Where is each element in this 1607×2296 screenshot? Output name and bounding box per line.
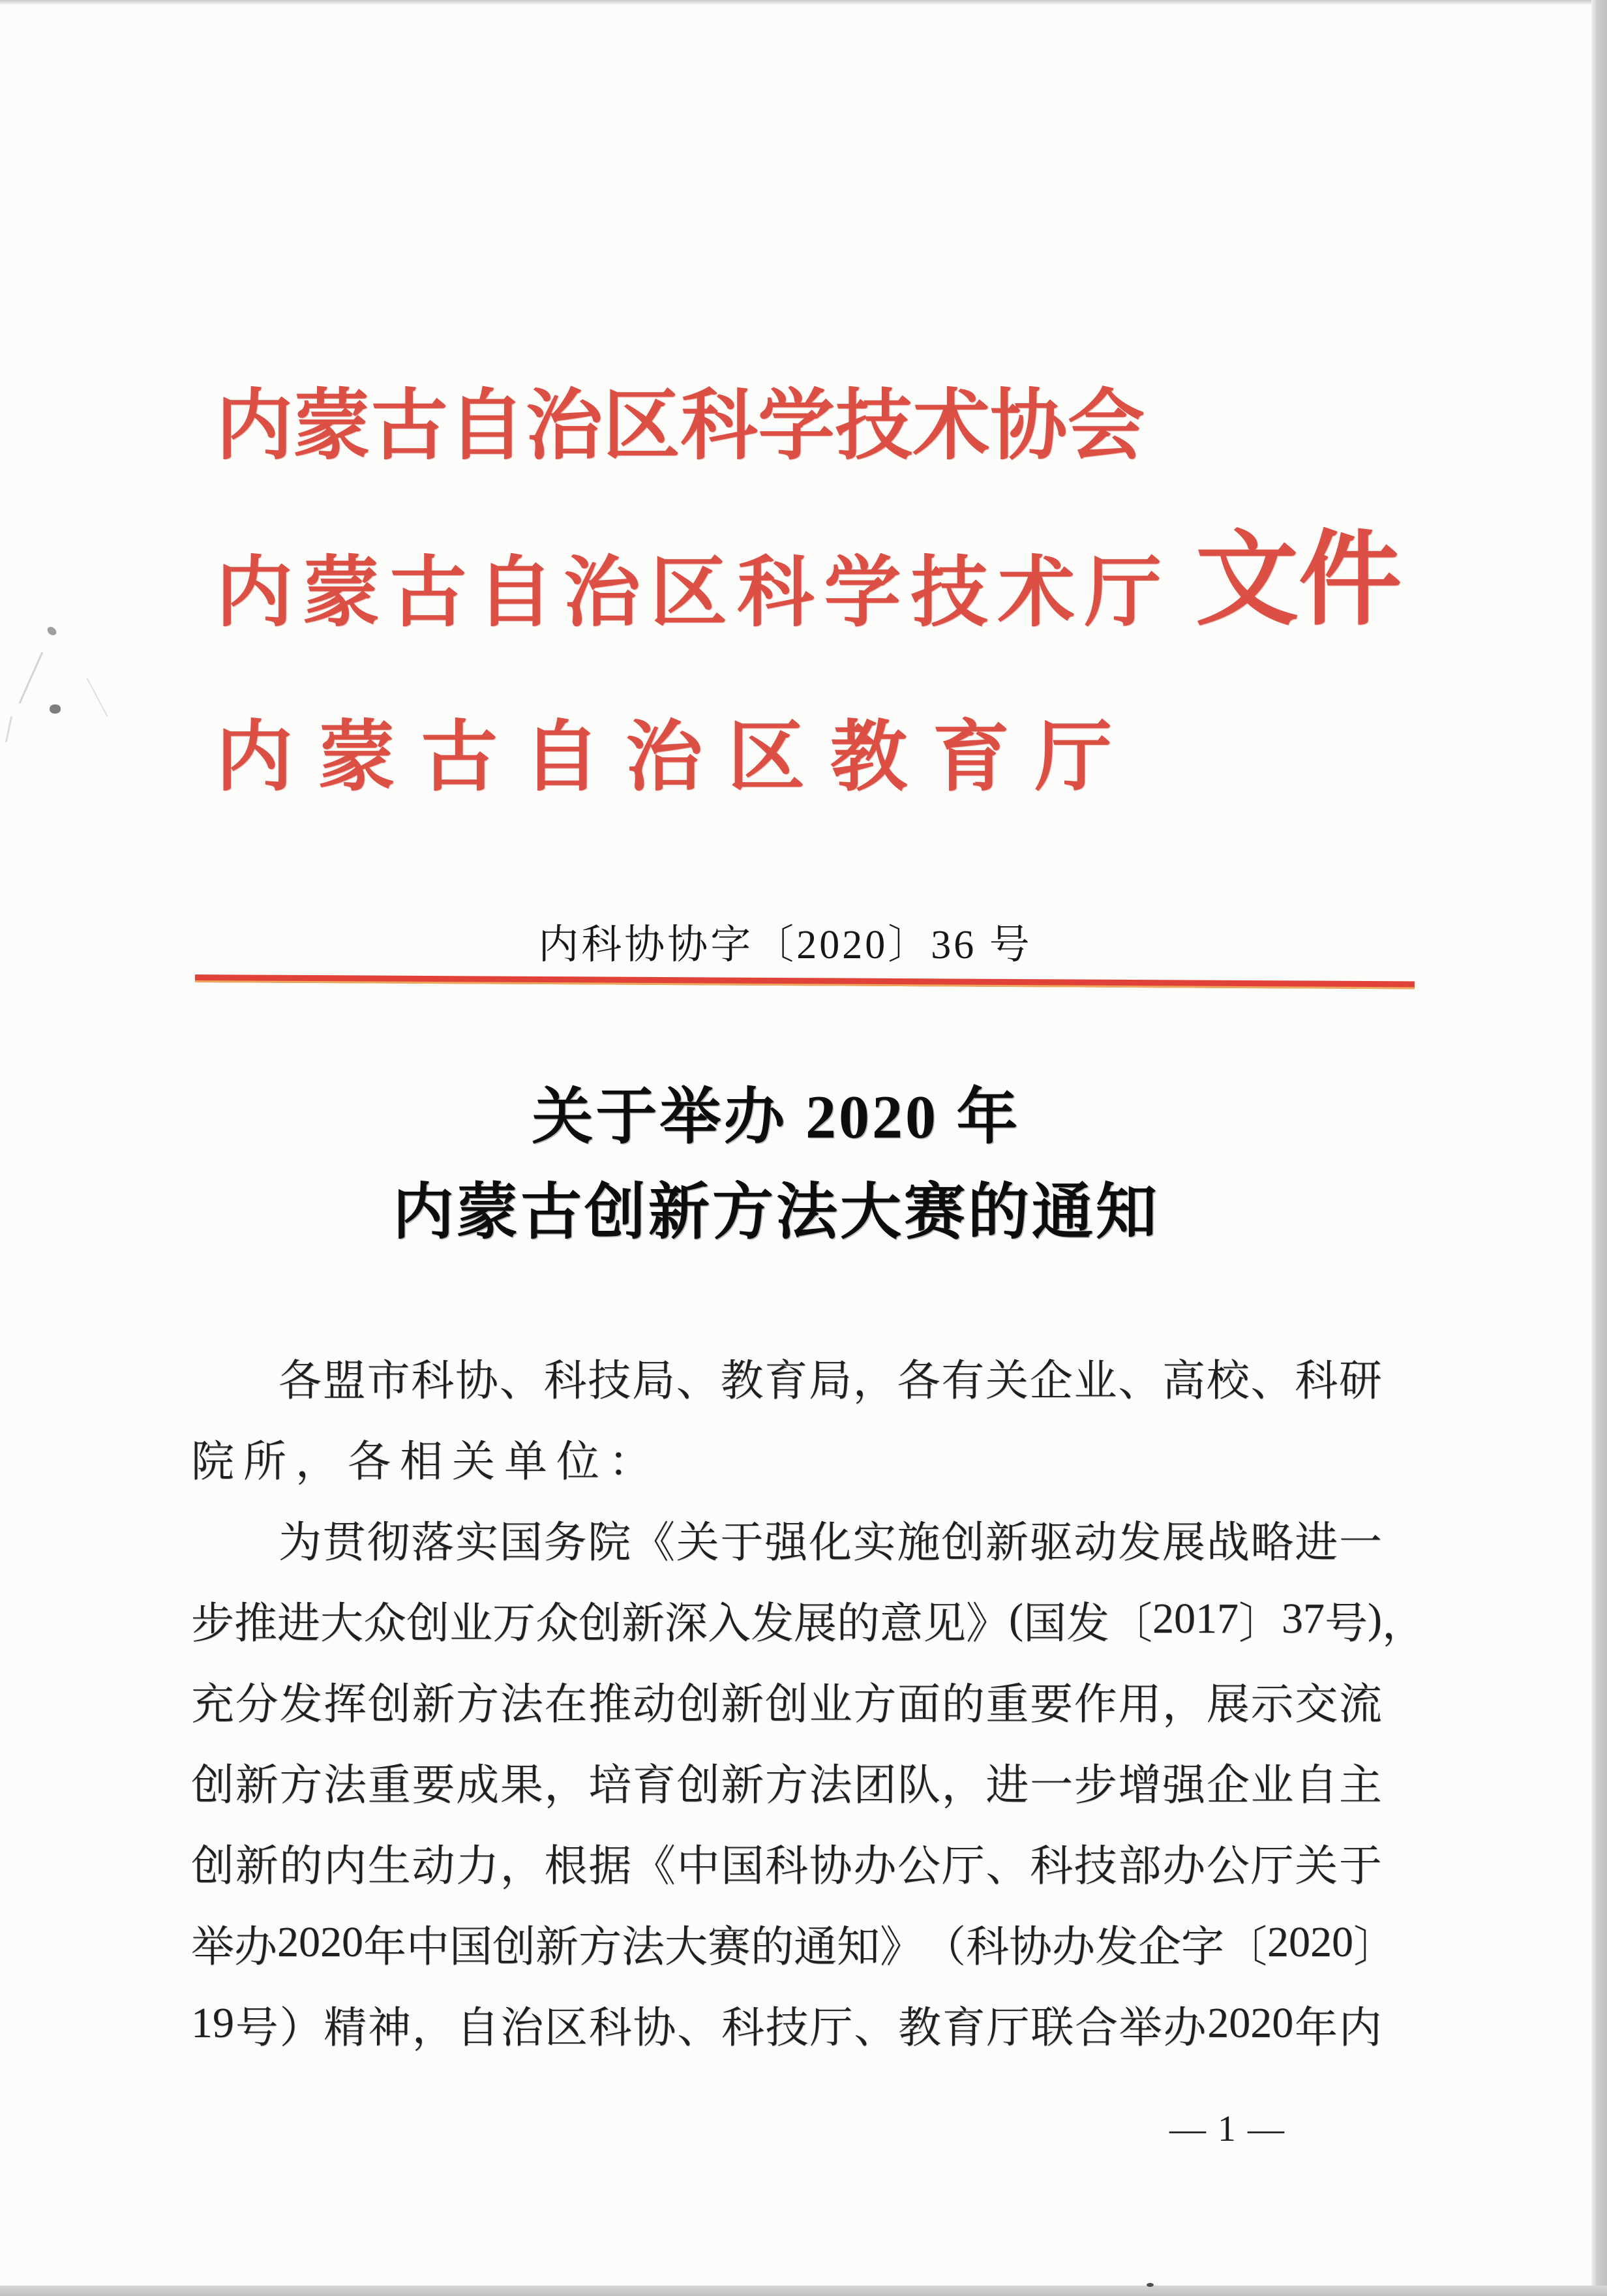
glyph-token: 业 [1074, 1357, 1117, 1405]
glyph-token: 古 [389, 551, 467, 636]
glyph-token: 步 [191, 1599, 234, 1648]
glyph-token: 化 [809, 1518, 852, 1567]
glyph-token: 中 [406, 1923, 449, 1971]
glyph-token: 生 [367, 1842, 411, 1890]
glyph-token: 件 [1299, 524, 1402, 638]
body-line [191, 1498, 1382, 1578]
glyph-token: 治 [625, 715, 702, 800]
glyph-token: 分 [235, 1680, 278, 1729]
glyph-token: 面 [897, 1680, 940, 1729]
glyph-token: 创 [367, 1680, 411, 1729]
glyph-token: 新 [535, 1923, 578, 1971]
glyph-token: 〕 [1353, 1923, 1396, 1971]
glyph-token: 〔 [1109, 1599, 1152, 1648]
scan-hairline [19, 652, 44, 704]
glyph-token: 培 [588, 1761, 632, 1809]
body-line [191, 1821, 1382, 1902]
body-line [191, 1659, 1382, 1740]
glyph-token: 院 [588, 1518, 631, 1567]
glyph-token: 展 [794, 1599, 837, 1648]
salutation-line [191, 1417, 1382, 1498]
glyph-token: 文 [1195, 524, 1299, 638]
glyph-token: 众 [363, 1599, 406, 1648]
glyph-token: 发 [1095, 1923, 1138, 1971]
glyph-token: ， [412, 2004, 455, 2052]
glyph-token: 方 [764, 1761, 808, 1809]
glyph-token: 、 [499, 1357, 543, 1405]
glyph-token: 科 [966, 1923, 1009, 1971]
glyph-token: 大 [320, 1599, 363, 1648]
glyph-token: 育 [632, 1761, 676, 1809]
glyph-token: 企 [1138, 1923, 1181, 1971]
glyph-token: 蒙 [293, 384, 370, 469]
glyph-token: 办 [234, 1923, 277, 1971]
glyph-token: 各 [897, 1357, 940, 1405]
glyph-token: 2017 [1152, 1595, 1239, 1642]
glyph-token: 厅 [1034, 715, 1112, 800]
glyph-token: 企 [1206, 1761, 1250, 1809]
glyph-token: 重 [367, 1761, 411, 1809]
glyph-token: 步 [1074, 1761, 1117, 1809]
glyph-token: 展 [1162, 1518, 1205, 1567]
glyph-token: 办 [1052, 1923, 1095, 1971]
glyph-token: 推 [588, 1680, 632, 1729]
glyph-token: ， [1162, 1680, 1206, 1729]
glyph-token: 知 [837, 1923, 880, 1971]
glyph-token: 位 [556, 1438, 599, 1486]
glyph-token: 院 [191, 1438, 234, 1486]
doc-type-label [1195, 522, 1402, 641]
glyph-token: 精 [323, 2004, 367, 2052]
glyph-token: 在 [544, 1680, 588, 1729]
glyph-token: 中 [676, 1842, 720, 1890]
scan-edge-top [0, 0, 1607, 5]
glyph-token: 技 [765, 2004, 809, 2052]
glyph-token: 《 [632, 1518, 675, 1567]
glyph-token: 增 [1118, 1761, 1162, 1809]
glyph-token: 合 [1075, 2004, 1118, 2052]
notice-title-line-1: 关于举办 2020 年 [532, 1083, 1021, 1151]
glyph-token: 举 [1119, 2004, 1162, 2052]
glyph-token: 实 [852, 1518, 896, 1567]
letterhead-org-line-1 [216, 381, 1145, 472]
glyph-token: 业 [449, 1599, 492, 1648]
glyph-token: 研 [1339, 1357, 1382, 1405]
glyph-token: 自 [448, 384, 526, 469]
glyph-token: 创 [578, 1599, 622, 1648]
glyph-token: 局 [809, 1357, 852, 1405]
glyph-token: 教 [830, 715, 907, 800]
glyph-token: 举 [191, 1923, 234, 1971]
glyph-token: 要 [1030, 1680, 1074, 1729]
glyph-token: 的 [941, 1680, 985, 1729]
notice-title-line-2: 内蒙古创新方法大赛的通知 [392, 1179, 1160, 1246]
glyph-token: 动 [412, 1842, 455, 1890]
glyph-token: 深 [665, 1599, 708, 1648]
glyph-token: 蒙 [318, 715, 395, 800]
glyph-token: 有 [941, 1357, 985, 1405]
glyph-token: 区 [545, 2004, 588, 2052]
glyph-token: 所 [243, 1438, 286, 1486]
glyph-token: 业 [809, 1680, 852, 1729]
body-line [191, 1902, 1396, 1983]
glyph-token: 区 [650, 551, 727, 636]
glyph-token: 意 [880, 1599, 923, 1648]
glyph-token: 落 [411, 1518, 455, 1567]
glyph-token: 办 [1162, 1842, 1206, 1890]
glyph-token: 各 [348, 1438, 391, 1486]
glyph-token: 创 [764, 1680, 808, 1729]
glyph-token: 方 [853, 1680, 897, 1729]
glyph-token: 科 [680, 384, 758, 469]
glyph-token: 科 [737, 551, 815, 636]
glyph-token: 用 [1118, 1680, 1162, 1729]
glyph-token: 方 [279, 1761, 323, 1809]
glyph-token: 示 [1250, 1680, 1294, 1729]
glyph-token: 大 [665, 1923, 708, 1971]
glyph-token: 厅 [941, 1842, 985, 1890]
glyph-token: 企 [1029, 1357, 1073, 1405]
glyph-token: 协 [990, 384, 1068, 469]
glyph-token: 校 [1206, 1357, 1250, 1405]
glyph-token: 、 [1250, 1357, 1294, 1405]
glyph-token: 协 [633, 2004, 676, 2052]
glyph-token: 自 [1295, 1761, 1338, 1809]
glyph-token: 发 [279, 1680, 323, 1729]
salutation-line [191, 1336, 1382, 1417]
glyph-token: 联 [1030, 2004, 1074, 2052]
glyph-token: 主 [1338, 1761, 1382, 1809]
glyph-token: 2020 [1207, 1999, 1294, 2047]
glyph-token: 新 [721, 1761, 764, 1809]
glyph-token: 协 [809, 1842, 852, 1890]
glyph-token: 发 [1066, 1599, 1109, 1648]
glyph-token: 作 [1074, 1680, 1117, 1729]
glyph-token: 内 [216, 551, 293, 636]
glyph-token: 2020 [1267, 1918, 1353, 1966]
glyph-token: 法 [622, 1923, 665, 1971]
glyph-token: 新 [235, 1842, 278, 1890]
glyph-token: 充 [191, 1680, 234, 1729]
glyph-token: 〕 [1238, 1599, 1282, 1648]
glyph-token: 术 [997, 551, 1075, 636]
glyph-token: 团 [853, 1761, 897, 1809]
glyph-token: 国 [1023, 1599, 1066, 1648]
glyph-token: 实 [455, 1518, 498, 1567]
glyph-token: （ [923, 1923, 966, 1971]
glyph-token: 据 [588, 1842, 632, 1890]
letterhead-org-line-2 [216, 548, 1162, 639]
glyph-token: 创 [191, 1761, 234, 1809]
body-line [191, 1740, 1382, 1821]
glyph-token: ： [608, 1438, 652, 1486]
glyph-token: 驱 [1029, 1518, 1073, 1567]
glyph-token: 高 [1162, 1357, 1205, 1405]
glyph-token: 、 [985, 1842, 1029, 1890]
scan-edge-right [1591, 0, 1607, 2296]
glyph-token: 自 [456, 2004, 500, 2052]
glyph-token: 新 [622, 1599, 665, 1648]
glyph-token: 、 [676, 1357, 719, 1405]
glyph-token: ( [1009, 1595, 1023, 1642]
glyph-token: 贯 [322, 1518, 366, 1567]
glyph-token: 育 [932, 715, 1010, 800]
glyph-token: 法 [500, 1680, 543, 1729]
glyph-token: 厅 [1084, 551, 1162, 636]
body-text [191, 1336, 1425, 2064]
glyph-token: 各 [278, 1357, 322, 1405]
glyph-token: ， [500, 1842, 543, 1890]
glyph-token: 区 [727, 715, 805, 800]
scan-edge-bottom [0, 2286, 1607, 2296]
glyph-token: 万 [492, 1599, 535, 1648]
glyph-token: ， [295, 1438, 338, 1486]
glyph-token: 国 [721, 1842, 764, 1890]
body-line [191, 1578, 1425, 1659]
glyph-token: 治 [563, 551, 640, 636]
glyph-token: 19 [191, 1999, 234, 2047]
glyph-token: 内 [323, 1842, 367, 1890]
glyph-token: 业 [1250, 1761, 1294, 1809]
glyph-token: 动 [1074, 1518, 1117, 1567]
glyph-token: 务 [543, 1518, 587, 1567]
glyph-token: 育 [942, 2004, 985, 2052]
glyph-token: 科 [764, 1842, 808, 1890]
glyph-token: 厅 [1250, 1842, 1294, 1890]
glyph-token: 》 [966, 1599, 1009, 1648]
glyph-token: 号 [235, 2004, 278, 2052]
glyph-token: 会 [1067, 384, 1145, 469]
glyph-token: 术 [912, 384, 990, 469]
glyph-token: 新 [412, 1680, 455, 1729]
red-rule [195, 974, 1415, 989]
glyph-token: ， [1381, 1599, 1425, 1648]
glyph-token: 方 [578, 1923, 622, 1971]
glyph-token: 科 [721, 2004, 764, 2052]
glyph-token: 协 [1009, 1923, 1052, 1971]
glyph-token: 入 [708, 1599, 751, 1648]
glyph-token: 教 [720, 1357, 764, 1405]
glyph-token: 动 [632, 1680, 676, 1729]
glyph-token: 蒙 [303, 551, 380, 636]
glyph-token: 创 [492, 1923, 535, 1971]
glyph-token: 的 [279, 1842, 323, 1890]
glyph-token: 进 [277, 1599, 320, 1648]
glyph-token: 育 [764, 1357, 808, 1405]
glyph-token: 发 [751, 1599, 794, 1648]
glyph-token: 、 [854, 2004, 897, 2052]
glyph-token: 公 [897, 1842, 940, 1890]
glyph-token: 技 [835, 384, 912, 469]
glyph-token: 方 [456, 1680, 500, 1729]
glyph-token: 年 [363, 1923, 406, 1971]
glyph-token: 2020 [277, 1918, 363, 1966]
glyph-token: 进 [985, 1761, 1029, 1809]
glyph-token: ， [941, 1761, 985, 1809]
glyph-token: 相 [400, 1438, 443, 1486]
glyph-token: 一 [1339, 1518, 1382, 1567]
scan-speck [50, 704, 61, 714]
glyph-token: 进 [1295, 1518, 1338, 1567]
glyph-token: 公 [1206, 1842, 1250, 1890]
glyph-token: 赛 [708, 1923, 751, 1971]
glyph-token: 关 [452, 1438, 495, 1486]
scan-speck [46, 626, 58, 637]
glyph-token: 国 [449, 1923, 492, 1971]
glyph-token: 部 [1118, 1842, 1162, 1890]
notice-title [0, 1070, 1580, 1260]
glyph-token: 成 [456, 1761, 500, 1809]
glyph-token: 创 [676, 1761, 720, 1809]
glyph-token: ， [852, 1357, 896, 1405]
glyph-token: 单 [504, 1438, 547, 1486]
glyph-token: 新 [235, 1761, 278, 1809]
glyph-token: 彻 [367, 1518, 410, 1567]
glyph-token: 《 [632, 1842, 676, 1890]
scan-hairline [5, 716, 12, 742]
glyph-token: 强 [1162, 1761, 1206, 1809]
glyph-token: 神 [368, 2004, 411, 2052]
glyph-token: 、 [1118, 1357, 1162, 1405]
glyph-token: 治 [500, 2004, 544, 2052]
glyph-token: 于 [1338, 1842, 1382, 1890]
glyph-token: 通 [794, 1923, 837, 1971]
glyph-token: 号 [1324, 1599, 1368, 1648]
glyph-token: 37 [1281, 1595, 1325, 1642]
body-line [191, 1983, 1382, 2064]
glyph-token: ， [544, 1761, 588, 1809]
glyph-token: 字 [1181, 1923, 1224, 1971]
glyph-token: 新 [721, 1680, 764, 1729]
glyph-token: 内 [216, 715, 293, 800]
glyph-token: ） [279, 2004, 323, 2052]
glyph-token: 果 [500, 1761, 543, 1809]
scan-speck [1147, 2283, 1154, 2287]
glyph-token: 队 [897, 1761, 940, 1809]
glyph-token: 自 [522, 715, 600, 800]
glyph-token: 市 [367, 1357, 410, 1405]
glyph-token: 创 [191, 1842, 234, 1890]
letterhead-org-line-3 [216, 712, 1112, 803]
glyph-token: 施 [897, 1518, 940, 1567]
glyph-token: 办 [1163, 2004, 1207, 2052]
glyph-token: 科 [411, 1357, 455, 1405]
glyph-token: 治 [525, 384, 603, 469]
glyph-token: 内 [216, 384, 293, 469]
glyph-token: 古 [420, 715, 498, 800]
glyph-token: 厅 [809, 2004, 853, 2052]
glyph-token: 协 [455, 1357, 498, 1405]
doc-number: 内科协协字〔2020〕36 号 [538, 923, 1032, 967]
glyph-token: 科 [588, 2004, 632, 2052]
glyph-token: 为 [278, 1518, 322, 1567]
glyph-token: 关 [1295, 1842, 1338, 1890]
glyph-token: 〔 [1224, 1923, 1267, 1971]
glyph-token: 根 [544, 1842, 588, 1890]
glyph-token: 古 [370, 384, 448, 469]
glyph-token: 内 [1338, 2004, 1382, 2052]
glyph-token: ) [1367, 1595, 1382, 1642]
glyph-token: 战 [1206, 1518, 1250, 1567]
glyph-token: 发 [1118, 1518, 1162, 1567]
glyph-token: 强 [764, 1518, 808, 1567]
glyph-token: 技 [910, 551, 988, 636]
glyph-token: 学 [824, 551, 901, 636]
glyph-token: 法 [809, 1761, 852, 1809]
glyph-token: 一 [1030, 1761, 1074, 1809]
glyph-token: 年 [1295, 2004, 1338, 2052]
glyph-token: 的 [837, 1599, 880, 1648]
glyph-token: 关 [676, 1518, 719, 1567]
page-number: — 1 — [1169, 2109, 1285, 2149]
glyph-token: 的 [751, 1923, 794, 1971]
glyph-token: 关 [985, 1357, 1029, 1405]
glyph-token: 见 [923, 1599, 966, 1648]
glyph-token: 办 [853, 1842, 897, 1890]
glyph-token: 教 [898, 2004, 941, 2052]
glyph-token: 学 [758, 384, 835, 469]
glyph-token: 、 [677, 2004, 721, 2052]
glyph-token: 科 [543, 1357, 587, 1405]
glyph-token: 略 [1250, 1518, 1294, 1567]
glyph-token: 交 [1295, 1680, 1338, 1729]
glyph-token: 创 [676, 1680, 720, 1729]
glyph-token: 科 [1030, 1842, 1074, 1890]
glyph-token: 科 [1295, 1357, 1338, 1405]
glyph-token: 法 [323, 1761, 367, 1809]
glyph-token: 众 [535, 1599, 578, 1648]
glyph-token: 区 [603, 384, 680, 469]
glyph-token: 创 [406, 1599, 449, 1648]
glyph-token: 流 [1338, 1680, 1382, 1729]
glyph-token: 重 [985, 1680, 1029, 1729]
glyph-token: 自 [476, 551, 554, 636]
scan-hairline [87, 678, 108, 716]
glyph-token: 》 [880, 1923, 923, 1971]
glyph-token: 国 [499, 1518, 543, 1567]
glyph-token: 要 [412, 1761, 455, 1809]
glyph-token: 局 [632, 1357, 675, 1405]
glyph-token: 推 [234, 1599, 277, 1648]
glyph-token: 技 [1074, 1842, 1117, 1890]
glyph-token: 新 [985, 1518, 1029, 1567]
glyph-token: 挥 [323, 1680, 367, 1729]
glyph-token: 力 [456, 1842, 500, 1890]
glyph-token: 创 [941, 1518, 985, 1567]
glyph-token: 盟 [322, 1357, 366, 1405]
glyph-token: 技 [588, 1357, 631, 1405]
glyph-token: 厅 [986, 2004, 1030, 2052]
glyph-token: 展 [1206, 1680, 1250, 1729]
glyph-token: 于 [720, 1518, 764, 1567]
